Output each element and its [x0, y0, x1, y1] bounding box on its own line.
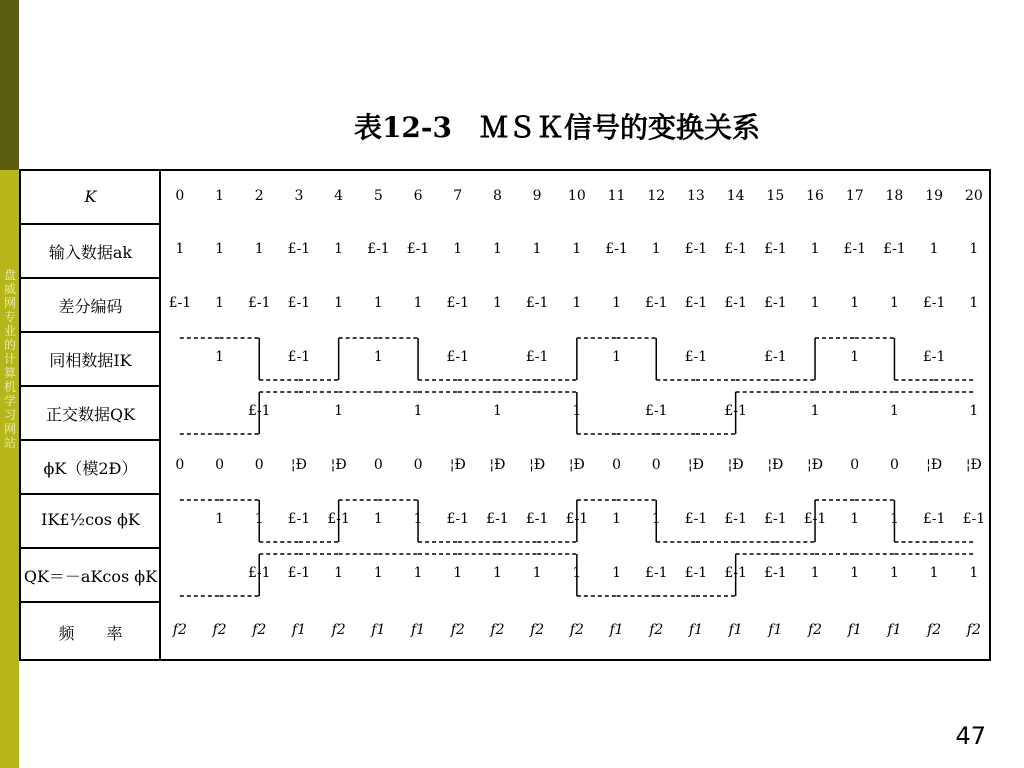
table-cell: 1	[969, 241, 979, 257]
table-cell: 7	[453, 187, 463, 204]
table-cell: 1	[612, 565, 622, 581]
page-number: 47	[955, 722, 986, 750]
table-cell: 0	[373, 457, 383, 473]
table-cell: 0	[215, 457, 225, 473]
table-cell: 16	[806, 187, 824, 204]
row-label: K	[84, 186, 97, 206]
table-cell: 1	[612, 511, 622, 527]
table-cell: 1	[651, 511, 661, 527]
table-cell: 1	[453, 565, 463, 581]
table-cell: £-1	[644, 565, 668, 581]
table-cell: 0	[175, 457, 185, 473]
table-cell: 1	[334, 403, 344, 419]
sidebar-watermark: 盘威网 专业的计算机学习网站	[3, 268, 29, 450]
table-cell: 1	[889, 511, 899, 527]
table-cell: ¦Đ	[965, 457, 982, 473]
page-title: 表12-3 ＭＳＫ信号的变换关系	[353, 111, 761, 144]
row-label: ϕK（模2Đ）	[43, 459, 138, 478]
table-cell: 14	[726, 187, 745, 204]
row-label: 正交数据QK	[45, 405, 136, 424]
table-cell: f2	[966, 621, 981, 638]
table-cell: 1	[215, 511, 225, 527]
table-cell: £-1	[724, 511, 747, 527]
table-cell: 1	[413, 565, 423, 581]
table-cell: 1	[572, 403, 582, 419]
table-cell: f2	[172, 621, 187, 638]
table-cell: 1	[453, 241, 463, 257]
table-cell: 5	[373, 187, 383, 204]
table-cell: £-1	[367, 241, 390, 257]
table-cell: 1	[889, 565, 899, 581]
table-cell: 1	[492, 241, 502, 257]
table-cell: 1	[572, 565, 582, 581]
table-cell: 1	[215, 241, 225, 257]
table-cell: 0	[850, 457, 860, 473]
table-cell: f2	[649, 621, 664, 638]
table-cell: £-1	[287, 241, 311, 257]
table-cell: £-1	[287, 349, 311, 365]
table-cell: £-1	[486, 511, 509, 527]
table-cell: 1	[889, 295, 899, 311]
table-cell: f2	[252, 621, 267, 638]
table-cell: 17	[845, 187, 864, 204]
table-cell: 1	[373, 295, 383, 311]
table-cell: f2	[490, 621, 505, 638]
table-cell: £-1	[724, 565, 747, 581]
table-cell: £-1	[922, 349, 946, 365]
table-cell: 13	[687, 187, 705, 204]
table-cell: 18	[885, 187, 904, 204]
table-cell: ¦Đ	[290, 457, 307, 473]
table-cell: £-1	[724, 295, 747, 311]
table-cell: 1	[850, 295, 860, 311]
table-cell: ¦Đ	[529, 457, 546, 473]
table-cell: 0	[651, 457, 661, 473]
table-cell: £-1	[525, 511, 549, 527]
table-cell: 1	[850, 349, 860, 365]
table-cell: 1	[532, 565, 542, 581]
table-cell: £-1	[843, 241, 867, 257]
table-cell: 1	[572, 241, 582, 257]
table-cell: £-1	[922, 295, 946, 311]
table-cell: £-1	[247, 295, 271, 311]
table-cell: £-1	[684, 295, 708, 311]
table-cell: £-1	[724, 403, 747, 419]
table-cell: f1	[609, 621, 624, 638]
table-cell: 1	[810, 241, 820, 257]
table-cell: ¦Đ	[926, 457, 943, 473]
table-cell: £-1	[287, 295, 311, 311]
table-cell: £-1	[724, 241, 747, 257]
table-cell: £-1	[406, 241, 430, 257]
table-cell: 1	[969, 295, 979, 311]
table-cell: f1	[411, 621, 426, 638]
table-cell: £-1	[247, 565, 271, 581]
row-label: 差分编码	[58, 297, 123, 316]
table-cell: 9	[532, 187, 542, 204]
table-cell: f2	[450, 621, 465, 638]
table-cell: 1	[373, 511, 383, 527]
table-cell: 1	[929, 565, 939, 581]
table-cell: 12	[647, 187, 666, 204]
table-cell: £-1	[803, 511, 827, 527]
table-cell: 1	[413, 511, 423, 527]
table-cell: 3	[294, 187, 304, 204]
table-cell: 15	[766, 187, 785, 204]
table-cell: 0	[612, 457, 622, 473]
table-cell: 1	[889, 403, 899, 419]
table-cell: £-1	[764, 295, 787, 311]
table-cell: 8	[492, 187, 502, 204]
row-label: 频 率	[58, 623, 123, 643]
table-cell: 1	[929, 241, 939, 257]
table-cell: f1	[728, 621, 743, 638]
table-cell: £-1	[525, 295, 549, 311]
table-cell: 1	[215, 349, 225, 365]
table-cell: 1	[651, 241, 661, 257]
table-cell: £-1	[644, 403, 668, 419]
table-cell: f2	[530, 621, 545, 638]
table-cell: 1	[810, 403, 820, 419]
table-cell: ¦Đ	[489, 457, 506, 473]
table-cell: f2	[331, 621, 346, 638]
table-cell: £-1	[168, 295, 192, 311]
table-cell: 1	[810, 295, 820, 311]
table-cell: 1	[334, 295, 344, 311]
table-cell: £-1	[764, 349, 787, 365]
table-cell: 20	[964, 187, 983, 204]
table-cell: £-1	[883, 241, 906, 257]
table-cell: £-1	[644, 295, 668, 311]
table-cell: 1	[413, 295, 423, 311]
table-cell: £-1	[764, 565, 787, 581]
table-cell: 1	[215, 187, 225, 204]
table-cell: f1	[847, 621, 862, 638]
table-cell: f1	[291, 621, 306, 638]
table-cell: 1	[969, 565, 979, 581]
table-cell: £-1	[684, 241, 708, 257]
table-cell: 1	[215, 295, 225, 311]
table-cell: 0	[413, 457, 423, 473]
table-cell: f1	[688, 621, 703, 638]
table-cell: £-1	[446, 295, 470, 311]
row-label: IK£½cos ϕK	[41, 510, 140, 529]
row-label: 同相数据IK	[49, 351, 132, 370]
table-cell: ¦Đ	[687, 457, 704, 473]
table-cell: £-1	[962, 511, 986, 527]
table-cell: f2	[212, 621, 227, 638]
msk-table	[19, 169, 991, 661]
table-cell: 1	[810, 565, 820, 581]
table-cell: 0	[889, 457, 899, 473]
table-cell: f2	[808, 621, 823, 638]
table-cell: 4	[334, 187, 344, 204]
row-label: QK＝－aKcos ϕK	[23, 567, 158, 586]
table-cell: 1	[254, 241, 264, 257]
table-cell: 1	[572, 295, 582, 311]
table-cell: 2	[254, 187, 264, 204]
table-cell: f1	[887, 621, 902, 638]
table-cell: £-1	[764, 241, 787, 257]
table-cell: 1	[492, 403, 502, 419]
table-cell: f1	[768, 621, 783, 638]
table-cell: ¦Đ	[449, 457, 466, 473]
table-cell: 19	[925, 187, 944, 204]
table-cell: 11	[607, 187, 626, 204]
row-label: 输入数据ak	[48, 243, 133, 262]
table-cell: £-1	[565, 511, 589, 527]
table-cell: £-1	[446, 349, 470, 365]
table-cell: ¦Đ	[568, 457, 585, 473]
table-cell: £-1	[684, 565, 708, 581]
table-cell: £-1	[684, 349, 708, 365]
table-cell: ¦Đ	[767, 457, 784, 473]
table-cell: 0	[175, 187, 185, 204]
table-cell: 1	[532, 241, 542, 257]
table-cell: 1	[334, 565, 344, 581]
table-cell: 1	[254, 511, 264, 527]
table-cell: ¦Đ	[807, 457, 824, 473]
table-cell: 1	[413, 403, 423, 419]
table-cell: £-1	[446, 511, 470, 527]
table-cell: £-1	[525, 349, 549, 365]
table-cell: £-1	[605, 241, 628, 257]
table-cell: f2	[569, 621, 584, 638]
table-cell: 1	[334, 241, 344, 257]
table-cell: £-1	[684, 511, 708, 527]
table-cell: ¦Đ	[330, 457, 347, 473]
table-cell: 1	[175, 241, 185, 257]
table-cell: 1	[850, 511, 860, 527]
table-cell: £-1	[287, 511, 311, 527]
table-cell: ¦Đ	[727, 457, 744, 473]
table-cell: 1	[969, 403, 979, 419]
table-cell: 1	[373, 565, 383, 581]
table-cell: £-1	[247, 403, 271, 419]
table-cell: 10	[567, 187, 586, 204]
table-cell: £-1	[764, 511, 787, 527]
table-cell: f1	[371, 621, 386, 638]
table-cell: 1	[612, 295, 622, 311]
table-cell: £-1	[922, 511, 946, 527]
table-cell: 1	[850, 565, 860, 581]
table-cell: f2	[927, 621, 942, 638]
table-cell: 0	[254, 457, 264, 473]
table-cell: 1	[492, 295, 502, 311]
table-cell: £-1	[327, 511, 350, 527]
table-cell: £-1	[287, 565, 311, 581]
table-cell: 1	[492, 565, 502, 581]
table-cell: 1	[373, 349, 383, 365]
table-cell: 1	[612, 349, 622, 365]
table-cell: 6	[413, 187, 423, 204]
